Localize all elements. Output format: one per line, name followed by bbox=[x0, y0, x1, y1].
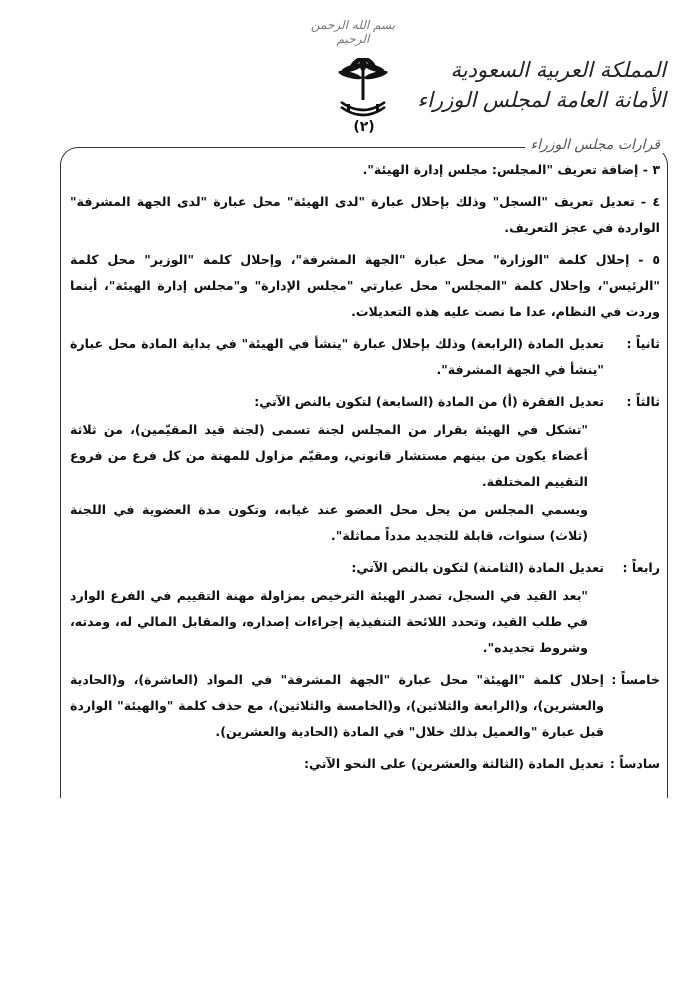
palm-swords-emblem-icon bbox=[335, 58, 391, 120]
section-text: تعديل الفقرة (أ) من المادة (السابعة) لتكون بالنص الآتي: bbox=[254, 394, 604, 409]
section-second bbox=[70, 331, 660, 385]
basmala: بسم الله الرحمن الرحيم bbox=[310, 18, 396, 46]
item-text: ٥ - إحلال كلمة "الوزارة" محل عبارة "الجهة المشرفة"، وإحلال كلمة "الوزير" محل كلمة "الرئيس"، وإحلال كلمة "المجلس" محل عبارتي "مجلس الإدارة" و"مجلس إدارة الهيئة"، أينما وردت في النظام، عدا ما نصت عليه هذه التعديلات. bbox=[70, 252, 660, 319]
amendment-item-4 bbox=[70, 189, 660, 243]
quoted-text: "بعد القيد في السجل، تصدر الهيئة الترخيص بمزاولة مهنة التقييم في الفرع الوارد في طلب القيد، وتحدد اللائحة التنفيذية إجراءات إصداره، والمقابل المالي له، ومدته، وشروط تجديده". bbox=[70, 588, 588, 655]
header-decisions: قرارات مجلس الوزراء bbox=[525, 137, 666, 153]
section-label: ثانياً : bbox=[626, 336, 660, 351]
section-fifth bbox=[70, 667, 660, 747]
document-body bbox=[70, 157, 660, 783]
amendment-item-3 bbox=[70, 157, 660, 185]
section-sixth bbox=[70, 751, 660, 779]
quoted-text: "تشكل في الهيئة بقرار من المجلس لجنة تسمى (لجنة قيد المقيّمين)، من ثلاثة أعضاء يكون من بينهم مستشار قانوني، ومقيّم مزاول للمهنة من كل فرع من فروع التقييم المختلفة. bbox=[70, 422, 588, 489]
quoted-text: ويسمي المجلس من يحل محل العضو عند غيابه، وتكون مدة العضوية في اللجنة (ثلاث) سنوات، قابلة للتجديد مدداً مماثلة". bbox=[70, 502, 588, 543]
section-text: تعديل المادة (الثالثة والعشرين) على النحو الآتي: bbox=[304, 756, 604, 771]
section-text: إحلال كلمة "الهيئة" محل عبارة "الجهة المشرفة" في المواد (العاشرة)، و(الحادية والعشرين)، و(الرابعة والثلاثين)، و(الخامسة والثلاثين)، مع حذف كلمة "والهيئة" الواردة قبل عبارة "والعميل بذلك خلال" في المادة (الحادية والعشرين). bbox=[70, 672, 604, 739]
header-secretariat: الأمانة العامة لمجلس الوزراء bbox=[417, 88, 666, 112]
section-label: ثالثاً : bbox=[626, 394, 660, 409]
header-kingdom: المملكة العربية السعودية bbox=[450, 58, 666, 82]
section-label: خامساً : bbox=[611, 672, 660, 687]
section-label: رابعاً : bbox=[622, 560, 660, 575]
amendment-item-5 bbox=[70, 247, 660, 327]
section-label: سادساً : bbox=[609, 756, 660, 771]
item-text: ٣ - إضافة تعريف "المجلس: مجلس إدارة الهيئة". bbox=[362, 162, 660, 177]
section-third bbox=[70, 389, 660, 551]
section-fourth bbox=[70, 555, 660, 663]
section-text: تعديل المادة (الثامنة) لتكون بالنص الآتي: bbox=[351, 560, 604, 575]
item-text: ٤ - تعديل تعريف "السجل" وذلك بإحلال عبارة "لدى الهيئة" محل عبارة "لدى الجهة المشرفة" الواردة في عجز التعريف. bbox=[70, 194, 660, 235]
section-text: تعديل المادة (الرابعة) وذلك بإحلال عبارة "ينشأ في الهيئة" في بداية المادة محل عبارة "ينشأ في الجهة المشرفة". bbox=[70, 336, 604, 377]
page-number: (٢) bbox=[353, 119, 375, 135]
